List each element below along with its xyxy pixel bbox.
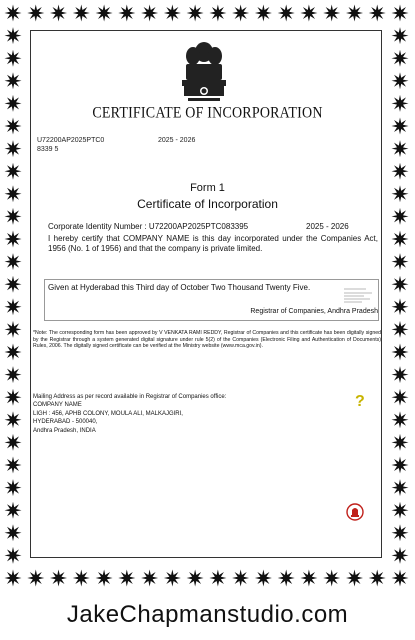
- mailing-state: Andhra Pradesh, INDIA: [33, 427, 96, 434]
- border-star-icon: [300, 570, 317, 587]
- given-text: Given at Hyderabad this Third day of October Two Thousand Twenty Five.: [48, 283, 311, 292]
- border-star-icon: [5, 547, 22, 564]
- border-star-icon: [5, 434, 22, 451]
- border-star-icon: [392, 479, 409, 496]
- border-star-icon: [392, 547, 409, 564]
- mailing-company: COMPANY NAME: [33, 402, 82, 409]
- form-title: Form 1: [190, 182, 225, 194]
- border-star-icon: [73, 570, 90, 587]
- border-star-icon: [392, 344, 409, 361]
- border-star-icon: [164, 5, 181, 22]
- border-star-icon: [96, 5, 113, 22]
- border-star-icon: [392, 253, 409, 270]
- border-star-icon: [118, 5, 135, 22]
- cin-year: 2025 - 2026: [306, 222, 349, 231]
- border-star-icon: [346, 5, 363, 22]
- border-star-icon: [209, 570, 226, 587]
- certify-text: I hereby certify that COMPANY NAME is this day incorporated under the Companies Act, 1956 (No. 1 of 1956) and that the company is private limited.: [48, 234, 378, 253]
- border-star-icon: [392, 231, 409, 248]
- cin-line: Corporate Identity Number : U72200AP2025PTC083395: [48, 222, 249, 231]
- border-star-icon: [5, 72, 22, 89]
- border-star-icon: [5, 5, 22, 22]
- border-star-icon: [300, 5, 317, 22]
- border-star-icon: [73, 5, 90, 22]
- border-star-icon: [392, 524, 409, 541]
- border-star-icon: [392, 5, 409, 22]
- main-title: CERTIFICATE OF INCORPORATION: [92, 104, 323, 123]
- border-star-icon: [392, 366, 409, 383]
- digital-signature-stamp: [342, 286, 376, 306]
- registrar-signature-line: Registrar of Companies, Andhra Pradesh: [250, 308, 378, 315]
- watermark-footer: JakeChapmanstudio.com: [0, 590, 415, 640]
- border-star-icon: [323, 5, 340, 22]
- border-star-icon: [5, 570, 22, 587]
- border-star-icon: [5, 344, 22, 361]
- seal-icon: [346, 503, 364, 521]
- border-star-icon: [27, 5, 44, 22]
- border-star-icon: [5, 502, 22, 519]
- border-star-icon: [164, 570, 181, 587]
- border-star-icon: [346, 570, 363, 587]
- border-star-icon: [5, 140, 22, 157]
- border-star-icon: [5, 366, 22, 383]
- border-star-icon: [5, 253, 22, 270]
- border-star-icon: [141, 570, 158, 587]
- border-star-icon: [278, 570, 295, 587]
- mailing-city: HYDERABAD - 500040,: [33, 419, 98, 426]
- border-star-icon: [141, 5, 158, 22]
- border-star-icon: [232, 5, 249, 22]
- border-star-icon: [50, 570, 67, 587]
- border-star-icon: [392, 502, 409, 519]
- border-star-icon: [96, 570, 113, 587]
- border-star-icon: [392, 50, 409, 67]
- border-star-icon: [187, 570, 204, 587]
- border-star-icon: [50, 5, 67, 22]
- border-star-icon: [5, 479, 22, 496]
- note-text: *Note: The corresponding form has been approved by V VENKATA RAMI REDDY, Registrar of Companies and this certificate has been digitally signed by the Registrar through a system generated digital signature under rule 5(2) of the Companies (Electronic Filing and Authentication of Documents) Rules, 2006. The digitally signed certificate can be verified at the Ministry website (www.mca.gov.in).: [33, 330, 381, 350]
- border-star-icon: [392, 163, 409, 180]
- border-star-icon: [5, 50, 22, 67]
- border-star-icon: [392, 27, 409, 44]
- border-star-icon: [392, 570, 409, 587]
- border-star-icon: [392, 321, 409, 338]
- border-star-icon: [5, 524, 22, 541]
- border-star-icon: [392, 389, 409, 406]
- border-star-icon: [392, 72, 409, 89]
- border-star-icon: [27, 570, 44, 587]
- border-star-icon: [5, 231, 22, 248]
- mailing-label: Mailing Address as per record available in Registrar of Companies office:: [33, 394, 227, 400]
- border-star-icon: [187, 5, 204, 22]
- border-star-icon: [5, 321, 22, 338]
- border-star-icon: [118, 570, 135, 587]
- mailing-address: [33, 393, 293, 435]
- border-star-icon: [392, 140, 409, 157]
- border-star-icon: [5, 163, 22, 180]
- certificate-title: Certificate of Incorporation: [137, 197, 278, 211]
- border-star-icon: [5, 389, 22, 406]
- border-star-icon: [5, 457, 22, 474]
- border-star-icon: [369, 5, 386, 22]
- cin-top: U72200AP2025PTC08339 5: [37, 137, 105, 153]
- border-star-icon: [5, 27, 22, 44]
- border-star-icon: [278, 5, 295, 22]
- question-mark-icon: ?: [355, 393, 365, 410]
- border-star-icon: [392, 434, 409, 451]
- border-star-icon: [255, 570, 272, 587]
- border-star-icon: [392, 276, 409, 293]
- year-top: 2025 - 2026: [158, 137, 196, 144]
- border-star-icon: [232, 570, 249, 587]
- border-star-icon: [255, 5, 272, 22]
- border-star-icon: [369, 570, 386, 587]
- border-star-icon: [392, 411, 409, 428]
- border-star-icon: [392, 298, 409, 315]
- national-emblem-icon: [172, 38, 236, 108]
- border-star-icon: [5, 276, 22, 293]
- border-star-icon: [209, 5, 226, 22]
- mailing-street: LIGH : 456, APHB COLONY, MOULA ALI, MALKAJGIRI,: [33, 410, 183, 417]
- border-star-icon: [5, 411, 22, 428]
- border-star-icon: [392, 457, 409, 474]
- border-star-icon: [323, 570, 340, 587]
- border-star-icon: [5, 298, 22, 315]
